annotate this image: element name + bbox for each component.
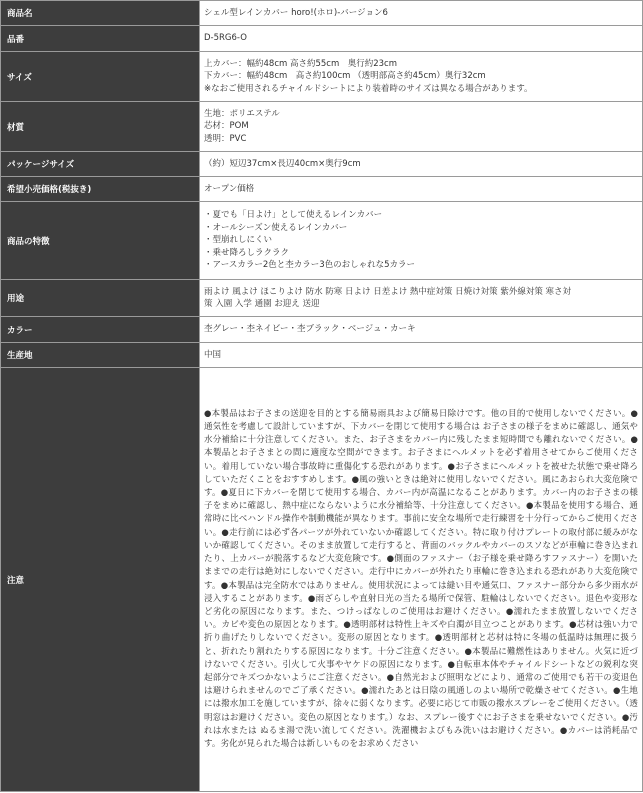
usage-line: 雨よけ 風よけ ほこりよけ 防水 防寒 日よけ 日差よけ 熱中症対策 日焼け対策 紫外線対策 寒さ対 <box>204 286 572 297</box>
value-product-code: D-5RG6-O <box>200 26 643 52</box>
row-product-name <box>1 1 643 26</box>
row-price <box>1 177 643 202</box>
value-size <box>200 52 643 102</box>
material-line: 透明：PVC <box>204 133 247 144</box>
size-line: 上カバー：幅約48cm 高さ約55cm 奥行約23cm <box>204 58 398 69</box>
size-line: 下カバー：幅約48cm 高さ約100cm （透明部高さ約45cm）奥行32cm <box>204 71 486 82</box>
value-notes: ●本製品はお子さまの送迎を目的とする簡易雨具および簡易日除けです。他の目的で使用しないでください。●通気性を考慮して設計していますが、下カバーを閉じて使用する場合は お子さまの様子をまめに確認し、通気や水分補給に十分注意してください。また、お子さまをカバー内に残したまま短時間でも離れないでください。●本製品とお子さまとの間に適度な空間ができます。お子さまにヘルメットを必ず着用させてからご使用ください。着用していない場合事故時に重傷化する恐れがあります。●お子さまにヘルメットを被せた状態で乗せ降ろしていただくことをおすすめします。●風の強いときは絶対に使用しないでください。風にあおられ大変危険です。●夏日に下カバーを閉じて使用する場合、カバー内が高温になることがあります。カバー内のお子さまの様子をまめに確認し、熱中症にならないように水分補給等、十分注意してください。●本製品を使用する場合、通常時に比べハンドル操作や制動機能が異なります。事前に安全な場所で走行練習を十分行ってからご使用ください。●走行前には必ず各パーツが外れていないか確認してください。特に取り付けプレートの取付部に緩みがないか確認してください。そのまま放置して走行すると、背面のバックルやカバーのスソなどが車輪に巻き込まれたり、上カバーが脱落するなど大変危険です。●側面のファスナー（お子様を乗せ降ろすファスナー）を開いたままでの走行は絶対にしないでください。走行中にカバーが外れたり車輪に巻き込まれる恐れがあり大変危険です。●本製品は完全防水ではありません。使用状況によっては縫い目や通気口、ファスナー部分から多少雨水が浸入することがあります。●雨ざらしや直射日光の当たる場所で保管、駐輪はしないでください。退色や変形など劣化の原因になります。また、つけっぱなしのご使用はお避けください。●濡れたまま放置しないでください。カビや変色の原因となります。●透明部材は特性上キズや白濁が目立つことがあります。●芯材は強い力で折り曲げたりしないでください。変形の原因となります。●透明部材と芯材は特に冬場の低温時は無理に扱うと、折れたり割れたりする原因になります。十分ご注意ください。●本製品に難燃性はありません。火気に近づけないでください。引火して火事やヤケドの原因になります。●自転車本体やチャイルドシートなどの鋭利な突起部分でキズつかないようにご注意ください。●自然光および照明などにより、通常のご使用でも若干の変退色は避けられませんのでご了承ください。●濡れたあとは日陰の風通しのよい場所で乾燥させてください。●生地には撥水加工を施していますが、徐々に弱くなります。必要に応じて市販の撥水スプレーをご使用ください。（透明窓はお避けください。変色の原因となります。）なお、スプレー後すぐにお子さまを乗せないでください。●汚れは水または ぬるま湯で洗い流してください。洗濯機およびもみ洗いはお避けください。●カバーは消耗品です。劣化が見られた場合は新しいものをお求めください <box>200 368 643 792</box>
row-usage <box>1 280 643 317</box>
label-usage: 用途 <box>1 280 200 317</box>
feature-item: ・乗せ降ろしラクラク <box>204 247 290 258</box>
row-notes <box>1 368 643 792</box>
label-product-name: 商品名 <box>1 1 200 26</box>
material-line: 芯材：POM <box>204 121 249 132</box>
value-color: 杢グレー・杢ネイビー・杢ブラック・ベージュ・カーキ <box>200 317 643 343</box>
row-material <box>1 102 643 152</box>
value-product-name: シェル型レインカバー horo!(ホロ)-バージョン6 <box>200 1 643 26</box>
row-product-code <box>1 26 643 52</box>
label-origin: 生産地 <box>1 343 200 368</box>
label-size: サイズ <box>1 52 200 102</box>
label-material: 材質 <box>1 102 200 152</box>
feature-item: ・オールシーズン使えるレインカバー <box>204 222 348 233</box>
value-origin: 中国 <box>200 343 643 368</box>
material-line: 生地：ポリエステル <box>204 108 280 119</box>
value-package-size: （約）短辺37cm×長辺40cm×奥行9cm <box>200 152 643 177</box>
label-package-size: パッケージサイズ <box>1 152 200 177</box>
label-product-code: 品番 <box>1 26 200 52</box>
feature-item: ・夏でも「日よけ」として使えるレインカバー <box>204 210 383 221</box>
label-color: カラー <box>1 317 200 343</box>
feature-item: ・型崩れしにくい <box>204 235 273 246</box>
label-notes: 注意 <box>1 368 200 792</box>
label-price: 希望小売価格(税抜き) <box>1 177 200 202</box>
label-features: 商品の特徴 <box>1 202 200 280</box>
row-origin <box>1 343 643 368</box>
value-price: オープン価格 <box>200 177 643 202</box>
row-features <box>1 202 643 280</box>
size-line: ※なおご使用されるチャイルドシートにより装着時のサイズは異なる場合があります。 <box>204 83 533 94</box>
usage-line: 策 入園 入学 通園 お迎え 送迎 <box>204 299 320 309</box>
value-usage <box>200 280 643 317</box>
row-color <box>1 317 643 343</box>
value-material <box>200 102 643 152</box>
value-features <box>200 202 643 280</box>
row-size <box>1 52 643 102</box>
feature-item: ・アースカラー2色と杢カラー3色のおしゃれな5カラー <box>204 260 416 271</box>
row-package-size <box>1 152 643 177</box>
